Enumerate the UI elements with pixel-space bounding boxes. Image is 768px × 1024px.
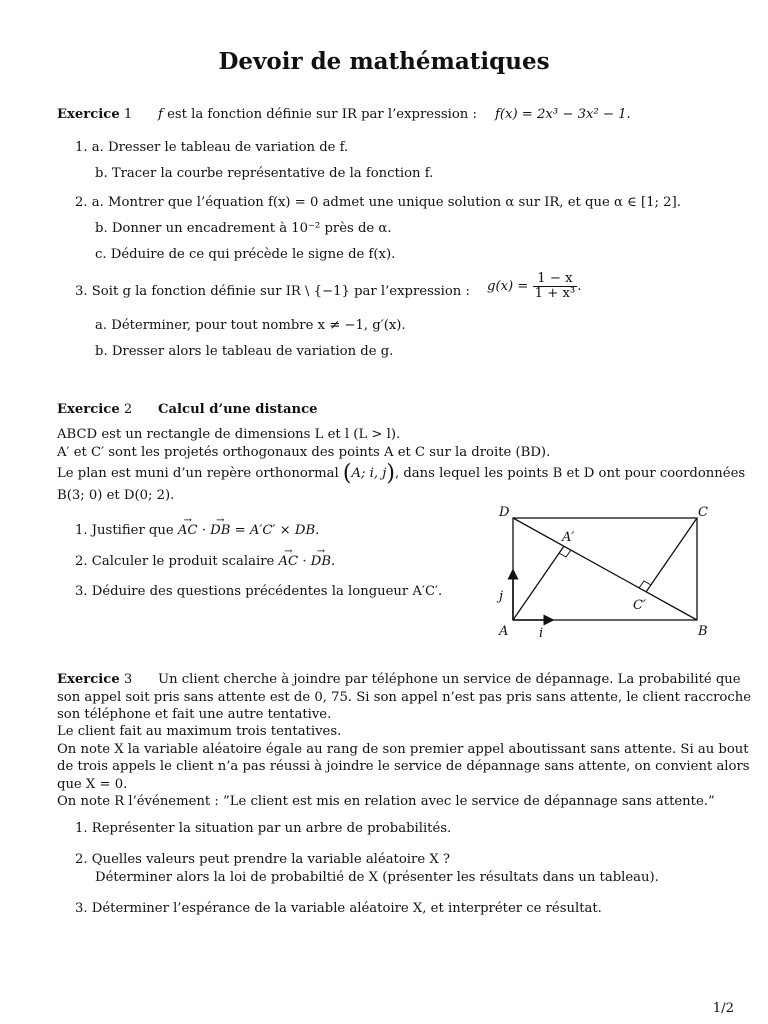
ex2-question-3: 3. Déduire des questions précédentes la longueur A′C′. bbox=[75, 584, 443, 599]
ex3-line-5: On note X la variable aléatoire égale au rang de son premier appel aboutissant sans attente. Si au bout bbox=[57, 742, 749, 757]
ex3-question-2: 2. Quelles valeurs peut prendre la variable aléatoire X ? bbox=[75, 852, 450, 867]
exercise-2-subtitle: Calcul d’une distance bbox=[158, 402, 318, 417]
ex1-question-3a: a. Déterminer, pour tout nombre x ≠ −1, g′(x). bbox=[95, 318, 406, 333]
ex1-question-1a: 1. a. Dresser le tableau de variation de f. bbox=[75, 140, 349, 155]
exercise-3-heading bbox=[57, 671, 132, 688]
vector-db: → DB bbox=[210, 522, 230, 539]
exercise-3-number: 3 bbox=[123, 672, 133, 687]
ex3-line-8: On note R l’événement : ”Le client est mis en relation avec le service de dépannage sans attente.” bbox=[57, 794, 715, 809]
rectangle-figure bbox=[490, 498, 720, 644]
segment-a-aprime bbox=[513, 546, 564, 620]
exercise-2-number: 2 bbox=[123, 402, 133, 417]
exercise-2-label: Exercice bbox=[57, 402, 120, 417]
exercise-3-label: Exercice bbox=[57, 672, 120, 687]
label-a: A bbox=[499, 624, 509, 639]
segment-c-cprime bbox=[646, 518, 697, 592]
coordinate-frame: A; i, j bbox=[351, 466, 387, 481]
vector-db: → DB bbox=[311, 553, 331, 570]
ex3-line-1: Un client cherche à joindre par téléphone un service de dépannage. La probabilité que bbox=[158, 672, 741, 687]
vector-ac: → AC bbox=[279, 553, 299, 570]
ex1-question-3b: b. Dresser alors le tableau de variation de g. bbox=[95, 344, 394, 359]
ex3-line-2: son appel soit pris sans attente est de 0, 75. Si son appel n’est pas pris sans attente, le client raccroche bbox=[57, 690, 752, 705]
exercise-1-number: 1 bbox=[123, 107, 133, 122]
ex1-question-1b: b. Tracer la courbe représentative de la fonction f. bbox=[95, 166, 434, 181]
label-a-prime: A′ bbox=[562, 530, 575, 545]
ex3-line-7: que X = 0. bbox=[57, 777, 128, 792]
label-c: C bbox=[698, 505, 708, 520]
ex2-question-2: 2. Calculer le produit scalaire → AC · → DB. bbox=[75, 553, 335, 570]
g-fraction: $\frac{1 - x}{\text{1 + x³}}$ bbox=[534, 271, 576, 301]
label-c-prime: C′ bbox=[633, 598, 646, 613]
label-vector-i: i bbox=[539, 626, 544, 641]
function-f-definition: f(x) = 2x³ − 3x² − 1. bbox=[495, 107, 631, 122]
ex1-question-2c: c. Déduire de ce qui précède le signe de f(x). bbox=[95, 247, 396, 262]
label-d: D bbox=[499, 505, 510, 520]
function-g-definition: g(x) = $\frac{1 - x}{\text{1 + x³}}$ . bbox=[487, 271, 582, 301]
ex3-line-3: son téléphone et fait une autre tentative. bbox=[57, 707, 332, 722]
page-number: 1/2 bbox=[712, 1001, 734, 1016]
ex2-question-1: 1. Justifier que → AC · → DB = A′C′ × DB. bbox=[75, 522, 319, 539]
ex3-question-1: 1. Représenter la situation par un arbre de probabilités. bbox=[75, 821, 452, 836]
ex1-question-3: 3. Soit g la fonction définie sur IR \ {−1} par l’expression : bbox=[75, 284, 470, 299]
exercise-1-heading bbox=[57, 106, 132, 123]
ex1-question-2a: 2. a. Montrer que l’équation f(x) = 0 admet une unique solution α sur IR, et que α ∈ [1; 2]. bbox=[75, 195, 681, 210]
ex1-question-2b: b. Donner un encadrement à 10⁻² près de α. bbox=[95, 221, 392, 236]
label-b: B bbox=[698, 624, 708, 639]
exercise-2-heading bbox=[57, 401, 132, 418]
exercise-1-label: Exercice bbox=[57, 107, 120, 122]
ex2-paragraph-3: Le plan est muni d’un repère orthonormal (A; i, j), dans lequel les points B et D ont pour coordonnées bbox=[57, 461, 746, 486]
ex2-paragraph-4: B(3; 0) et D(0; 2). bbox=[57, 488, 175, 503]
exercise-1-intro: f est la fonction définie sur IR par l’expression : bbox=[158, 107, 477, 122]
ex3-line-4: Le client fait au maximum trois tentatives. bbox=[57, 724, 342, 739]
ex2-paragraph-2: A′ et C′ sont les projetés orthogonaux des points A et C sur la droite (BD). bbox=[57, 445, 551, 460]
page-title: Devoir de mathématiques bbox=[218, 48, 550, 75]
ex3-question-3: 3. Déterminer l’espérance de la variable aléatoire X, et interpréter ce résultat. bbox=[75, 901, 602, 916]
ex2-paragraph-1: ABCD est un rectangle de dimensions L et l (L > l). bbox=[57, 427, 401, 442]
ex3-line-6: de trois appels le client n’a pas réussi à joindre le service de dépannage sans attente, on convient alors bbox=[57, 759, 750, 774]
diagonal-db bbox=[513, 518, 697, 620]
label-vector-j: j bbox=[499, 589, 504, 604]
vector-ac: → AC bbox=[178, 522, 198, 539]
ex3-question-2b: Déterminer alors la loi de probabiltié de X (présenter les résultats dans un tableau). bbox=[95, 870, 659, 885]
